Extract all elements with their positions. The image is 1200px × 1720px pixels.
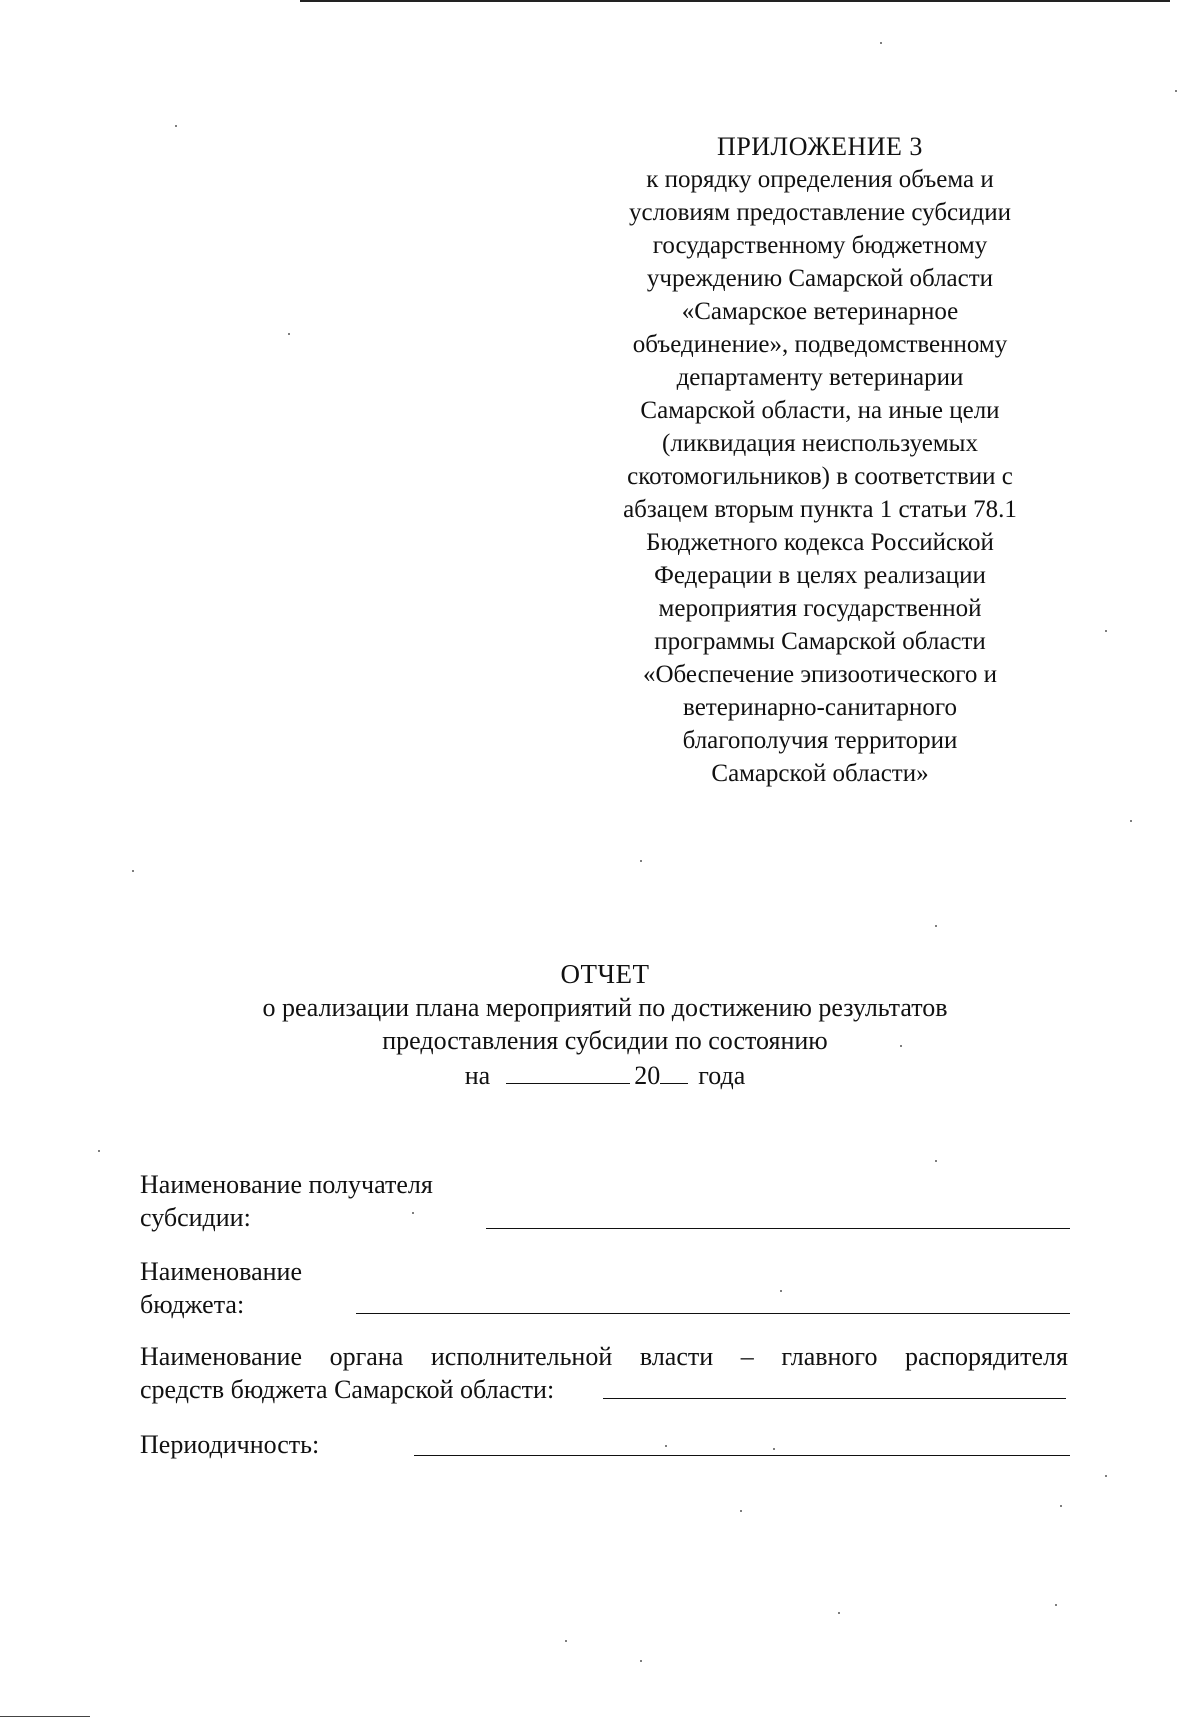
appendix-line: Самарской области» bbox=[711, 760, 929, 787]
authority-label: средств бюджета Самарской области: bbox=[140, 1375, 555, 1404]
appendix-line: (ликвидация неиспользуемых bbox=[662, 430, 978, 457]
scan-speck bbox=[838, 1612, 840, 1614]
report-subtitle: о реализации плана мероприятий по достижению результатов bbox=[262, 993, 948, 1022]
scan-speck bbox=[935, 925, 937, 927]
appendix-line: департаменту ветеринарии bbox=[676, 364, 964, 391]
report-title: ОТЧЕТ bbox=[560, 959, 650, 989]
appendix-line: к порядку определения объема и bbox=[646, 166, 994, 193]
appendix-line: «Самарское ветеринарное bbox=[681, 298, 959, 325]
scan-speck bbox=[880, 42, 882, 44]
budget-label: Наименование bbox=[140, 1257, 302, 1286]
appendix-title: ПРИЛОЖЕНИЕ 3 bbox=[717, 132, 923, 161]
recipient-blank[interactable] bbox=[486, 1228, 1070, 1229]
scan-speck bbox=[640, 1660, 642, 1662]
scan-speck bbox=[132, 870, 134, 872]
appendix-line: Федерации в целях реализации bbox=[654, 562, 986, 589]
scan-speck bbox=[288, 333, 290, 335]
budget-field bbox=[140, 1255, 302, 1321]
scan-speck bbox=[935, 1160, 937, 1162]
periodicity-label: Периодичность: bbox=[140, 1430, 320, 1459]
recipient-field bbox=[140, 1168, 433, 1234]
recipient-label: Наименование получателя bbox=[140, 1170, 433, 1199]
appendix-line: «Обеспечение эпизоотического и bbox=[642, 661, 998, 688]
date-prefix: на bbox=[464, 1061, 491, 1090]
scan-speck bbox=[412, 1212, 414, 1214]
date-day-blank[interactable] bbox=[506, 1057, 630, 1084]
report-heading bbox=[140, 958, 1070, 1092]
periodicity-field bbox=[140, 1428, 319, 1461]
appendix-line: условиям предоставление субсидии bbox=[629, 199, 1011, 226]
authority-field bbox=[140, 1340, 1068, 1406]
scan-speck bbox=[773, 1448, 775, 1450]
scan-speck bbox=[1105, 1475, 1107, 1477]
appendix-line: благополучия территории bbox=[682, 727, 958, 754]
scan-speck bbox=[175, 125, 177, 127]
top-edge-rule bbox=[300, 0, 1170, 2]
report-subtitle: предоставления субсидии по состоянию bbox=[382, 1026, 828, 1055]
appendix-line: Бюджетного кодекса Российской bbox=[646, 529, 994, 556]
date-year-blank[interactable] bbox=[660, 1057, 688, 1084]
bottom-edge-rule bbox=[0, 1716, 90, 1717]
scan-speck bbox=[740, 1510, 742, 1512]
report-date-line bbox=[140, 1057, 1070, 1092]
scan-speck bbox=[1055, 1604, 1057, 1606]
appendix-line: государственному бюджетному bbox=[652, 232, 988, 259]
budget-blank[interactable] bbox=[356, 1313, 1070, 1314]
recipient-label: субсидии: bbox=[140, 1203, 251, 1232]
periodicity-blank[interactable] bbox=[414, 1455, 1070, 1456]
scan-speck bbox=[1175, 90, 1177, 92]
appendix-header bbox=[600, 130, 1040, 790]
scan-speck bbox=[1105, 630, 1107, 632]
appendix-line: скотомогильников) в соответствии с bbox=[627, 463, 1013, 490]
authority-blank[interactable] bbox=[603, 1398, 1066, 1399]
scan-speck bbox=[665, 1445, 667, 1447]
appendix-line: учреждению Самарской области bbox=[646, 265, 994, 292]
budget-label: бюджета: bbox=[140, 1290, 245, 1319]
date-year-prefix: 20 bbox=[634, 1061, 661, 1090]
appendix-line: абзацем вторым пункта 1 статьи 78.1 bbox=[623, 496, 1017, 523]
scan-speck bbox=[1130, 820, 1132, 822]
appendix-line: Самарской области, на иные цели bbox=[640, 397, 1000, 424]
scan-speck bbox=[565, 1640, 567, 1642]
scan-speck bbox=[780, 1290, 782, 1292]
appendix-line: мероприятия государственной bbox=[658, 595, 982, 622]
scan-speck bbox=[640, 860, 642, 862]
appendix-line: программы Самарской области bbox=[654, 628, 986, 655]
scan-speck bbox=[98, 1150, 100, 1152]
scan-speck bbox=[900, 1045, 902, 1047]
date-suffix: года bbox=[698, 1061, 746, 1090]
appendix-line: объединение», подведомственному bbox=[632, 331, 1008, 358]
scan-speck bbox=[1060, 1505, 1062, 1507]
authority-label: Наименование органа исполнительной власти – главного распорядителя bbox=[140, 1342, 1068, 1371]
appendix-line: ветеринарно-санитарного bbox=[683, 694, 957, 721]
